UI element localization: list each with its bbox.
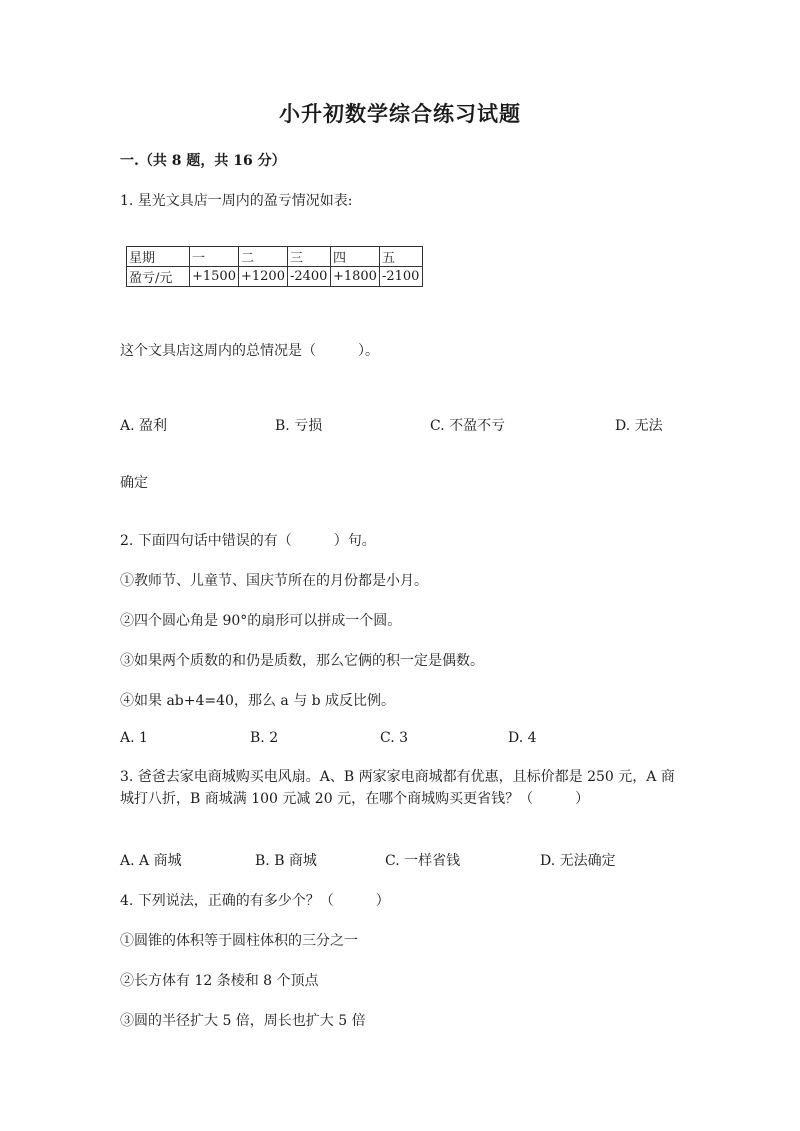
q4-statement-1: ①圆锥的体积等于圆柱体积的三分之一 bbox=[120, 933, 358, 949]
table-cell: 一 bbox=[190, 247, 239, 267]
q3-option-c: C. 一样省钱 bbox=[385, 853, 461, 869]
q2-option-b: B. 2 bbox=[250, 730, 279, 746]
profit-table bbox=[126, 246, 423, 287]
page-title: 小升初数学综合练习试题 bbox=[279, 101, 521, 126]
table-cell: 三 bbox=[287, 247, 330, 267]
q1-option-b: B. 亏损 bbox=[275, 418, 323, 434]
q1-option-d-continued: 确定 bbox=[120, 475, 148, 491]
q2-option-d: D. 4 bbox=[508, 730, 537, 746]
q4-stem: 4. 下列说法，正确的有多少个？（ ） bbox=[120, 893, 390, 909]
section-header: 一.（共 8 题，共 16 分） bbox=[120, 153, 286, 169]
q2-option-a: A. 1 bbox=[120, 730, 148, 746]
table-cell: +1500 bbox=[190, 267, 239, 287]
q2-statement-4: ④如果 ab+4=40，那么 a 与 b 成反比例。 bbox=[120, 693, 396, 709]
q3-option-a: A. A 商城 bbox=[120, 853, 182, 869]
q1-option-a: A. 盈利 bbox=[120, 418, 168, 434]
table-cell: 星期 bbox=[127, 247, 190, 267]
table-cell: 盈亏/元 bbox=[127, 267, 190, 287]
table-cell: +1200 bbox=[238, 267, 287, 287]
table-cell: -2100 bbox=[379, 267, 422, 287]
q1-stem: 1. 星光文具店一周内的盈亏情况如表: bbox=[120, 193, 353, 209]
q2-stem: 2. 下面四句话中错误的有（ ）句。 bbox=[120, 533, 376, 549]
table-cell: +1800 bbox=[330, 267, 379, 287]
q1-option-d: D. 无法 bbox=[615, 418, 663, 434]
q3-option-b: B. B 商城 bbox=[255, 853, 317, 869]
q1-question: 这个文具店这周内的总情况是（ ）。 bbox=[120, 343, 379, 359]
q2-statement-1: ①教师节、儿童节、国庆节所在的月份都是小月。 bbox=[120, 573, 428, 589]
table-cell: 五 bbox=[379, 247, 422, 267]
q4-statement-2: ②长方体有 12 条棱和 8 个顶点 bbox=[120, 973, 319, 989]
q2-statement-3: ③如果两个质数的和仍是质数，那么它俩的积一定是偶数。 bbox=[120, 653, 484, 669]
q2-option-c: C. 3 bbox=[380, 730, 409, 746]
table-cell: -2400 bbox=[287, 267, 330, 287]
q4-statement-3: ③圆的半径扩大 5 倍，周长也扩大 5 倍 bbox=[120, 1013, 366, 1029]
q3-stem: 3. 爸爸去家电商城购买电风扇。A、B 两家家电商城都有优惠，且标价都是 250 元，A 商城打八折，B 商城满 100 元减 20 元，在哪个商城购买更省钱？（ ） bbox=[120, 769, 675, 807]
q2-statement-2: ②四个圆心角是 90°的扇形可以拼成一个圆。 bbox=[120, 613, 402, 629]
table-cell: 二 bbox=[238, 247, 287, 267]
table-row bbox=[127, 267, 423, 287]
table-cell: 四 bbox=[330, 247, 379, 267]
q3-option-d: D. 无法确定 bbox=[540, 853, 616, 869]
table-row bbox=[127, 247, 423, 267]
q1-option-c: C. 不盈不亏 bbox=[430, 418, 506, 434]
